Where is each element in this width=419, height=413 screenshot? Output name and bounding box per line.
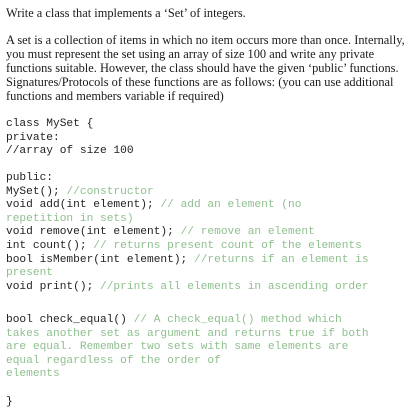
code-line: void print(); //prints all elements in ascending order (6, 280, 369, 293)
description-paragraph (6, 33, 410, 103)
paragraph-line: Signatures/Protocols of these functions are as follows: (you can use additional (6, 75, 394, 89)
code-line: void add(int element); // add an element (no (6, 199, 302, 212)
assignment-title: Write a class that implements a ‘Set’ of integers. (6, 6, 246, 20)
code-block-public (6, 172, 418, 294)
code-line: int count(); // returns present count of the elements (6, 239, 362, 252)
code-block-check-equal (6, 314, 418, 382)
code-line: MySet(); //constructor (6, 185, 154, 198)
paragraph-line: functions suitable. However, the class should have the given ‘public’ functions. (6, 61, 399, 75)
code-line: class MySet { (6, 118, 94, 130)
code-comment-line: repetition in sets) (6, 212, 134, 225)
paragraph-line: you must represent the set using an array of size 100 and write any private (6, 47, 375, 61)
closing-brace (6, 396, 418, 410)
code-line: bool isMember(int element); //returns if an element is (6, 253, 369, 266)
code-line: public: (6, 172, 53, 184)
code-comment-line: equal regardless of the order of (6, 354, 221, 367)
code-line: private: (6, 131, 60, 144)
code-comment-line: takes another set as argument and returns true if both (6, 327, 369, 340)
code-comment-line: are equal. Remember two sets with same elements are (6, 341, 349, 354)
code-comment-line: present (6, 267, 53, 280)
code-comment-line: elements (6, 368, 60, 381)
code-line: void remove(int element); // remove an element (6, 226, 315, 239)
paragraph-line: functions and members variable if required) (6, 89, 224, 103)
code-line: //array of size 100 (6, 145, 134, 158)
code-block-private (6, 118, 418, 159)
code-line: bool check_equal() // A check_equal() method which (6, 314, 342, 326)
paragraph-line: A set is a collection of items in which no item occurs more than once. Internally, (6, 33, 405, 47)
code-line: } (6, 396, 13, 408)
